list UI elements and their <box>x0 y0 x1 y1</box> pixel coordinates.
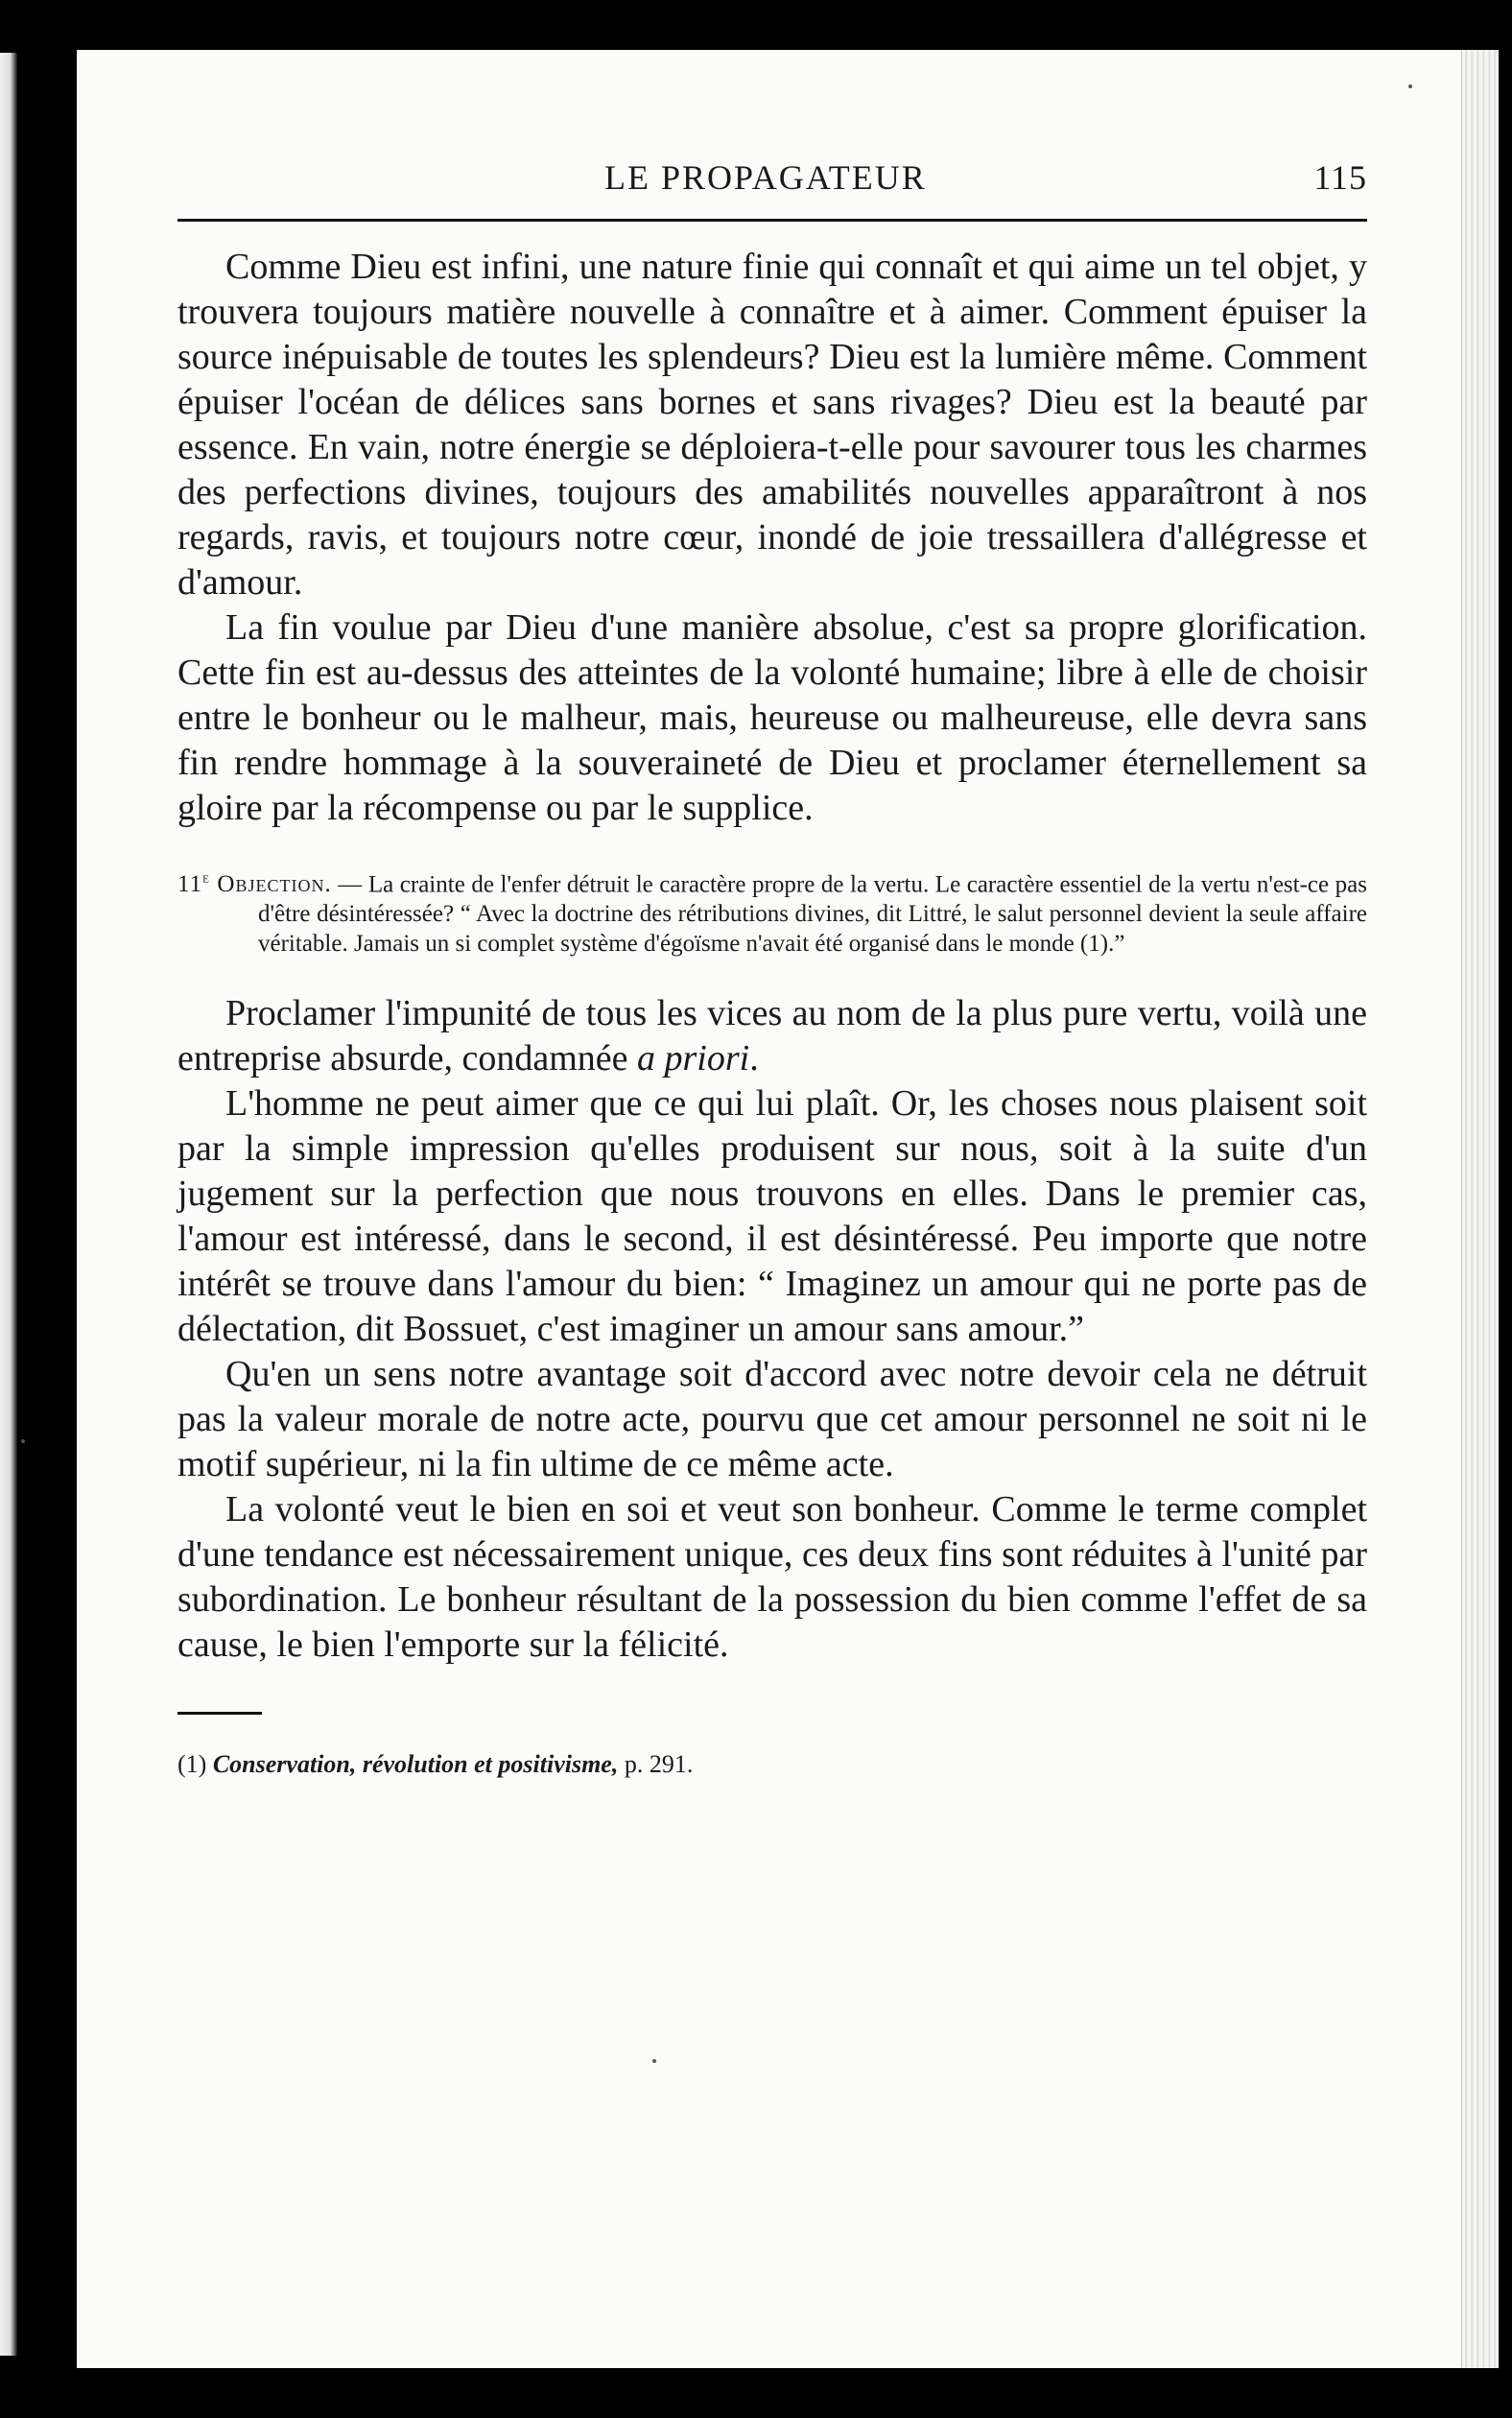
running-header <box>177 157 1367 211</box>
paragraph: La fin voulue par Dieu d'une manière absolue, c'est sa propre glorification. Cette fin est au-dessus des atteintes de la volonté humaine; libre à elle de choisir entre le bonheur ou le malheur, mais, heureuse ou malheureuse, elle devra sans fin rendre hommage à la souveraineté de Dieu et proclamer éternellement sa gloire par la récompense ou par le supplice. <box>177 607 1367 828</box>
paper-speck <box>652 2059 656 2063</box>
footnote-page-ref: p. 291. <box>624 1750 694 1779</box>
objection-superscript: e <box>202 870 210 887</box>
header-rule <box>177 219 1367 222</box>
main-text <box>177 245 1367 831</box>
italic-phrase: a priori <box>637 1038 750 1079</box>
paragraph: Qu'en un sens notre avantage soit d'accord avec notre devoir cela ne détruit pas la valeur morale de notre acte, pourvu que cet amour personnel ne soit ni le motif supérieur, ni la fin ultime de ce même acte. <box>177 1354 1367 1485</box>
book-page <box>77 50 1499 2368</box>
footnote-marker: (1) <box>177 1750 207 1779</box>
objection-label-text: Objection. <box>217 871 332 898</box>
footnote <box>177 1749 1367 1780</box>
page-stack-edge <box>1461 50 1499 2368</box>
paragraph <box>177 991 1367 1081</box>
objection-number: 11 <box>177 871 203 898</box>
paragraph: Comme Dieu est infini, une nature finie qui connaît et qui aime un tel objet, y trouvera toujours matière nouvelle à connaître et à aimer. Comment épuiser la source inépuisable de toutes les splendeurs? Dieu est la lumière même. Comment épuiser l'océan de délices sans bornes et sans rivages? Dieu est la beauté par essence. En vain, notre énergie se déploiera-t-elle pour savourer tous les charmes des perfections divines, toujours des amabilités nouvelles apparaîtront à nos regards, ravis, et toujours notre cœur, inondé de joie tressaillera d'allégresse et d'amour. <box>177 247 1367 603</box>
paper-speck <box>1408 84 1412 88</box>
objection-block <box>177 864 1367 959</box>
response-text <box>177 991 1367 1668</box>
footnote-title: Conservation, révolution et positivisme, <box>212 1750 619 1779</box>
paper-speck <box>21 1439 25 1443</box>
paragraph: L'homme ne peut aimer que ce qui lui plaît. Or, les choses nous plaisent soit par la simple impression qu'elles produisent sur nous, soit à la suite d'un jugement sur la perfection que nous trouvons en elles. Dans le premier cas, l'amour est intéressé, dans le second, il est désintéressé. Peu importe que notre intérêt se trouve dans l'amour du bien: “ Imaginez un amour qui ne porte pas de délectation, dit Bossuet, c'est imaginer un amour sans amour.” <box>177 1083 1367 1350</box>
objection-label <box>177 871 332 897</box>
objection-text: — La crainte de l'enfer détruit le caractère propre de la vertu. Le caractère essentiel de la vertu n'est-ce pas d'être désintéressée? “ Avec la doctrine des rétributions divines, dit Littré, le salut personnel devient la seule affaire véritable. Jamais un si complet système d'égoïsme n'avait été organisé dans le monde (1).” <box>258 871 1368 958</box>
page-number: 115 <box>1313 158 1367 197</box>
page-content <box>177 157 1367 1780</box>
running-title: LE PROPAGATEUR <box>604 158 927 197</box>
paragraph: La volonté veut le bien en soi et veut son bonheur. Comme le terme complet d'une tendance est nécessairement unique, ces deux fins sont réduites à l'unité par subordination. Le bonheur résultant de la possession du bien comme l'effet de sa cause, le bien l'emporte sur la félicité. <box>177 1489 1367 1666</box>
paragraph-end: . <box>749 1038 759 1079</box>
footnote-rule <box>177 1712 262 1715</box>
paragraph-text: Proclamer l'impunité de tous les vices au nom de la plus pure vertu, voilà une entreprise absurde, condamnée <box>177 993 1367 1079</box>
previous-page-edge <box>0 53 17 2356</box>
